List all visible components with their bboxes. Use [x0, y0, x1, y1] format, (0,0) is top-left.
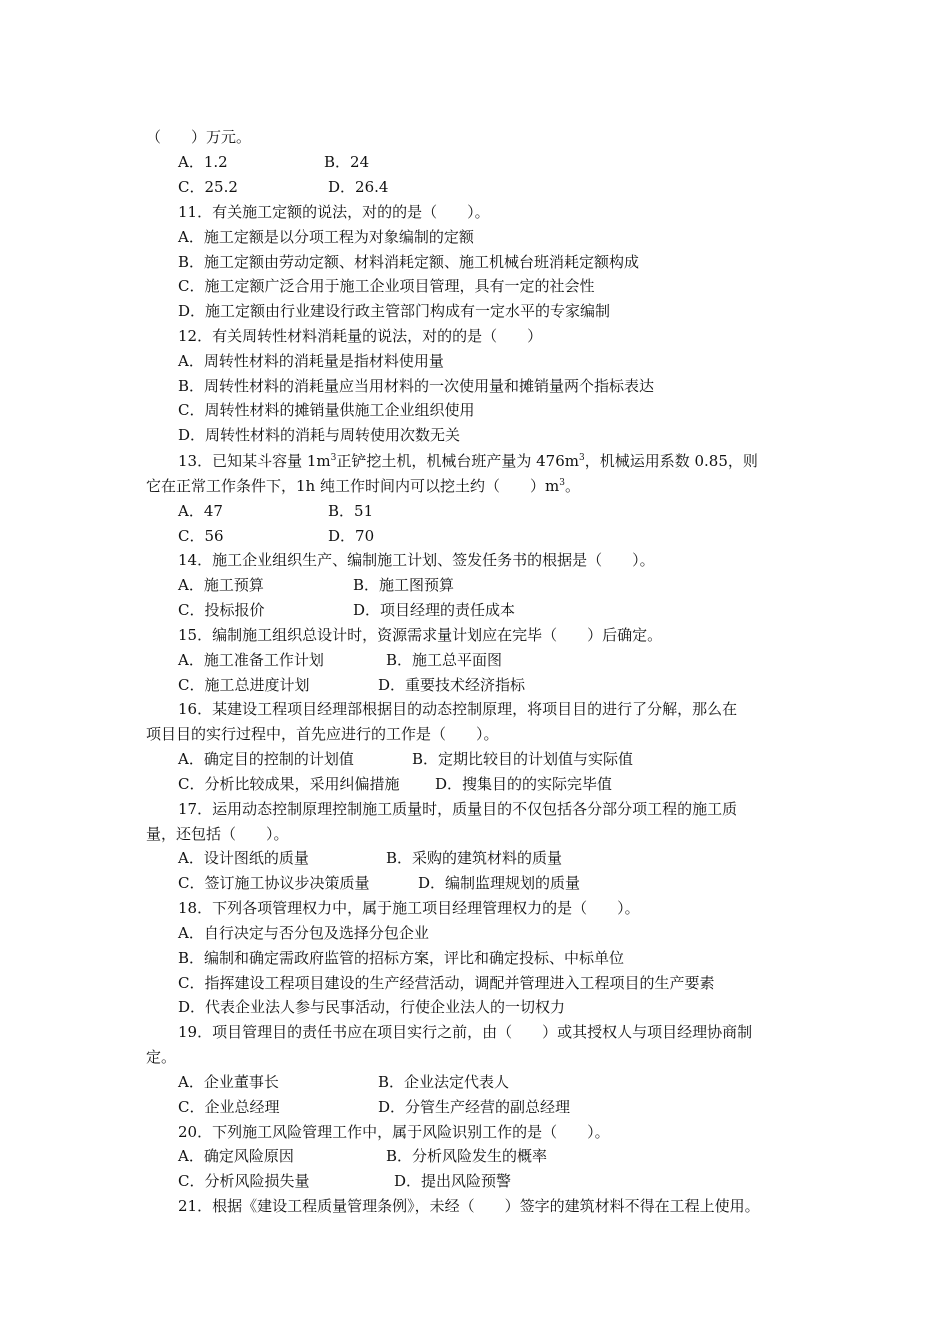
option-a: C．56	[178, 527, 224, 545]
option-b: B．分析风险发生的概率	[386, 1147, 548, 1165]
option-a: C．签订施工协议步决策质量	[178, 874, 370, 892]
text-line: D．周转性材料的消耗与周转使用次数无关	[178, 426, 461, 444]
option-a: A．施工准备工作计划	[178, 651, 324, 669]
option-row	[178, 749, 634, 769]
question-18: 18．下列各项管理权力中，属于施工项目经理管理权力的是（ ）。	[178, 899, 640, 917]
question-19: 19．项目管理目的责任书应在项目实行之前，由（ ）或其授权人与项目经理协商制	[178, 1023, 753, 1041]
option-b: B．定期比较目的计划值与实际值	[412, 750, 634, 768]
text-line: D．施工定额由行业建设行政主管部门构成有一定水平的专家编制	[178, 302, 611, 320]
option-a: C．分析比较成果，采用纠偏措施	[178, 775, 400, 793]
option-a: C．施工总进度计划	[178, 676, 310, 694]
option-a: C．企业总经理	[178, 1098, 280, 1116]
text-line: （ ）万元。	[146, 128, 252, 146]
option-row	[178, 1146, 548, 1166]
text-line: D．代表企业法人参与民事活动，行使企业法人的一切权力	[178, 998, 566, 1016]
text-line: C．指挥建设工程项目建设的生产经营活动，调配并管理进入工程项目的生产要素	[178, 974, 715, 992]
text-line: B．编制和确定需政府监管的招标方案，评比和确定投标、中标单位	[178, 949, 625, 967]
text-line: 定。	[146, 1048, 177, 1066]
option-row	[178, 152, 370, 172]
question-15: 15．编制施工组织总设计时，资源需求量计划应在完毕（ ）后确定。	[178, 626, 663, 644]
option-row	[178, 1097, 571, 1117]
option-b: B．采购的建筑材料的质量	[386, 849, 563, 867]
text-line: B．周转性材料的消耗量应当用材料的一次使用量和摊销量两个指标表达	[178, 377, 655, 395]
option-b: B．施工总平面图	[386, 651, 503, 669]
question-11: 11．有关施工定额的说法，对的的是（ ）。	[178, 203, 490, 221]
option-a: A．设计图纸的质量	[178, 849, 309, 867]
option-b: B．51	[328, 502, 374, 520]
question-12: 12．有关周转性材料消耗量的说法，对的的是（ ）	[178, 327, 543, 345]
text-line: B．施工定额由劳动定额、材料消耗定额、施工机械台班消耗定额构成	[178, 253, 640, 271]
option-a: C．分析风险损失量	[178, 1172, 310, 1190]
option-row	[178, 600, 516, 620]
text-part: 13．已知某斗容量 1m	[178, 452, 331, 470]
text-line: 量，还包括（ ）。	[146, 825, 289, 843]
option-a: A．确定风险原因	[178, 1147, 294, 1165]
question-17: 17．运用动态控制原理控制施工质量时，质量目的不仅包括各分部分项工程的施工质	[178, 800, 738, 818]
option-b: D．26.4	[328, 178, 389, 196]
option-row	[178, 501, 374, 521]
text-line: 项目目的实行过程中，首先应进行的工作是（ ）。	[146, 725, 499, 743]
text-line: A．周转性材料的消耗量是指材料使用量	[178, 352, 444, 370]
question-13	[178, 451, 758, 471]
option-b: D．重要技术经济指标	[378, 676, 526, 694]
text-line	[146, 476, 580, 496]
text-part: ，机械运用系数 0.85，则	[584, 452, 758, 470]
text-part: 它在正常工作条件下，1h 纯工作时间内可以挖土约（ ）m	[146, 477, 560, 495]
superscript: 3	[559, 478, 565, 488]
option-a: A．施工预算	[178, 576, 264, 594]
text-part: 。	[564, 477, 580, 495]
text-line: A．施工定额是以分项工程为对象编制的定额	[178, 228, 474, 246]
option-a: C．25.2	[178, 178, 238, 196]
option-a: A．企业董事长	[178, 1073, 279, 1091]
option-b: D．分管生产经营的副总经理	[378, 1098, 571, 1116]
option-row	[178, 675, 526, 695]
text-line: C．施工定额广泛合用于施工企业项目管理，具有一定的社会性	[178, 277, 595, 295]
option-row	[178, 873, 581, 893]
option-row	[178, 526, 375, 546]
option-row	[178, 177, 389, 197]
option-b: D．搜集目的的实际完毕值	[435, 775, 613, 793]
option-b: B．企业法定代表人	[378, 1073, 510, 1091]
question-21: 21．根据《建设工程质量管理条例》，未经（ ）签字的建筑材料不得在工程上使用。	[178, 1197, 760, 1215]
option-row	[178, 848, 563, 868]
option-b: B．24	[324, 153, 370, 171]
superscript: 3	[330, 453, 337, 463]
option-a: A．1.2	[178, 153, 228, 171]
option-b: D．编制监理规划的质量	[418, 874, 581, 892]
option-a: A．确定目的控制的计划值	[178, 750, 354, 768]
option-row	[178, 1072, 510, 1092]
text-line: C．周转性材料的摊销量供施工企业组织使用	[178, 401, 475, 419]
question-20: 20．下列施工风险管理工作中，属于风险识别工作的是（ ）。	[178, 1123, 610, 1141]
text-part: 正铲挖土机，机械台班产量为 476m	[336, 452, 579, 470]
option-row	[178, 1171, 512, 1191]
option-b: D．提出风险预警	[394, 1172, 512, 1190]
option-row	[178, 650, 503, 670]
option-b: D．70	[328, 527, 375, 545]
option-row	[178, 575, 455, 595]
option-b: B．施工图预算	[353, 576, 455, 594]
option-b: D．项目经理的责任成本	[353, 601, 516, 619]
option-a: A．47	[178, 502, 223, 520]
question-14: 14．施工企业组织生产、编制施工计划、签发任务书的根据是（ ）。	[178, 551, 655, 569]
question-16: 16．某建设工程项目经理部根据目的动态控制原理，将项目目的进行了分解，那么在	[178, 700, 738, 718]
option-a: C．投标报价	[178, 601, 265, 619]
superscript: 3	[578, 453, 585, 463]
option-row	[178, 774, 613, 794]
text-line: A．自行决定与否分包及选择分包企业	[178, 924, 429, 942]
